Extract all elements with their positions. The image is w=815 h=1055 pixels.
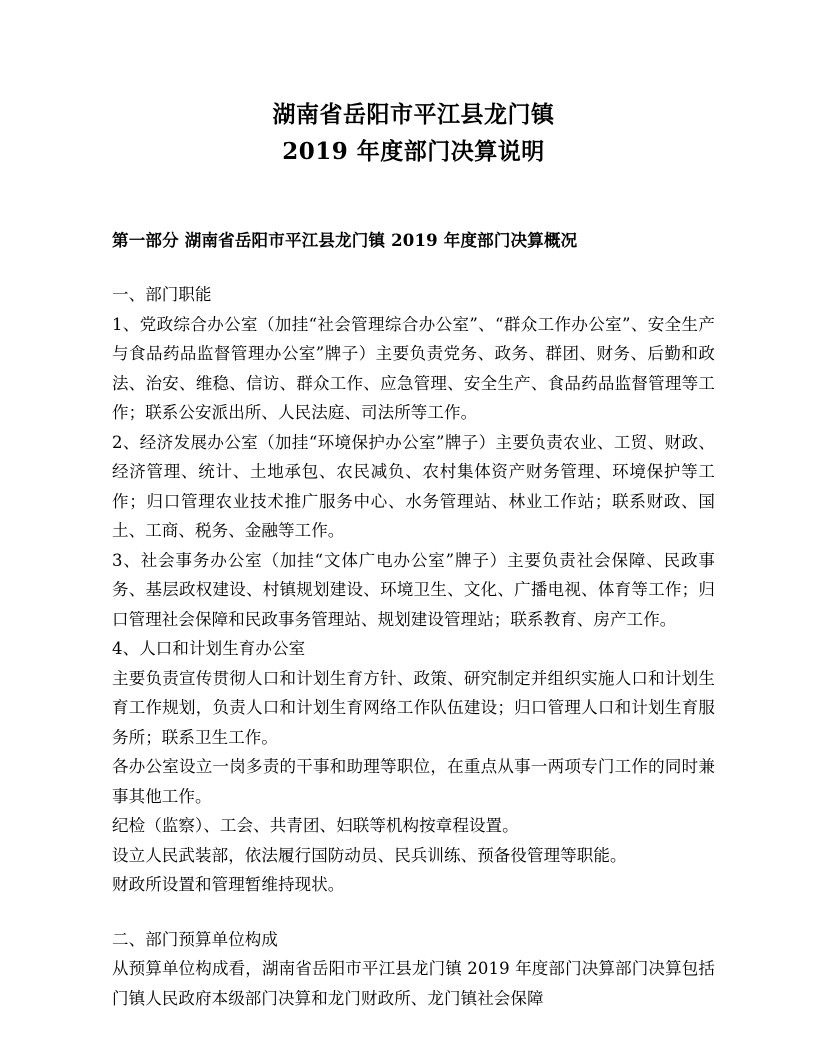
paragraph-budget-units-body: 从预算单位构成看，湖南省岳阳市平江县龙门镇 2019 年度部门决算部门决算包括门镇人民政府本级部门决算和龙门财政所、龙门镇社会保障 [112,959,715,1008]
paragraph-office-positions: 各办公室设立一岗多责的干事和助理等职位，在重点从事一两项专门工作的同时兼事其他工作。 [112,757,715,806]
paragraph-duty-4-title: 4、人口和计划生育办公室 [112,639,306,658]
section-heading-budget-units: 二、部门预算单位构成 [112,929,278,949]
paragraph-armed-forces: 设立人民武装部，依法履行国防动员、民兵训练、预备役管理等职能。 [112,845,627,865]
section-gap [112,900,715,925]
document-title [112,96,715,170]
paragraph-organizations: 纪检（监察）、工会、共青团、妇联等机构按章程设置。 [112,816,519,835]
paragraph-duty-3: 3、社会事务办公室（加挂“文体广电办公室”牌子）主要负责社会保障、民政事务、基层政权建设、村镇规划建设、环境卫生、文化、广播电视、体育等工作；归口管理社会保障和民政事务管理站、规划建设管理站；联系教育、房产工作。 [112,550,715,629]
document-title-line-2: 2019 年度部门决算说明 [282,138,545,165]
title-spacer [112,170,715,228]
paragraph-finance-office: 财政所设置和管理暂维持现状。 [112,875,345,894]
paragraph-duty-1: 1、党政综合办公室（加挂“社会管理综合办公室”、“群众工作办公室”、安全生产与食品药品监督管理办公室”牌子）主要负责党务、政务、群团、财务、后勤和政法、治安、维稳、信访、群众工作、应急管理、安全生产、食品药品监督管理等工作；联系公安派出所、人民法庭、司法所等工作。 [112,314,715,422]
paragraph-duty-2: 2、经济发展办公室（加挂“环境保护办公室”牌子）主要负责农业、工贸、财政、经济管理、统计、土地承包、农民减负、农村集体资产财务管理、环境保护等工作；归口管理农业技术推广服务中心、水务管理站、林业工作站；联系财政、国土、工商、税务、金融等工作。 [112,432,715,540]
section-heading-duties: 一、部门职能 [112,285,212,304]
part-one-heading: 第一部分 湖南省岳阳市平江县龙门镇 2019 年度部门决算概况 [112,231,578,250]
paragraph-duty-4-body: 主要负责宣传贯彻人口和计划生育方针、政策、研究制定并组织实施人口和计划生育工作规划，负责人口和计划生育网络工作队伍建设；归口管理人口和计划生育服务所；联系卫生工作。 [112,668,715,747]
document-title-line-1: 湖南省岳阳市平江县龙门镇 [272,101,555,128]
